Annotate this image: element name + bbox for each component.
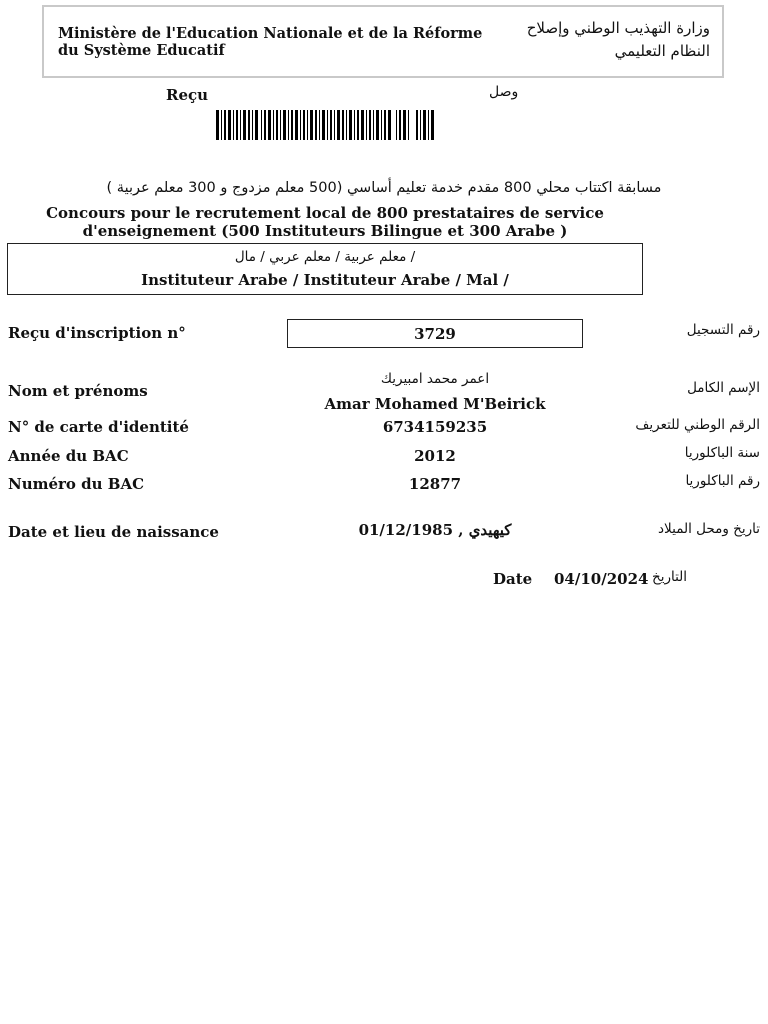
birth-label-ar: تاريخ ومحل الميلاد (658, 521, 760, 537)
receipt-label-ar: وصل (489, 84, 519, 100)
bac-year-label-ar: سنة الباكلوريا (684, 445, 760, 461)
ministry-header (42, 5, 724, 78)
registration-number: 3729 (287, 319, 583, 348)
name-label-ar: الإسم الكامل (687, 380, 760, 396)
bac-year-value: 2012 (414, 447, 456, 465)
contest-title-ar: مسابقة اكتتاب محلي 800 مقدم خدمة تعليم أساسي (500 معلم مزدوج و 300 معلم عربية ) (106, 180, 662, 196)
birth-value: 01/12/1985 , كيهيدي (358, 521, 512, 539)
bac-number-value: 12877 (408, 475, 462, 493)
date-label-fr: Date (493, 570, 533, 588)
date-value: 04/10/2024 (554, 570, 649, 588)
ministry-name-ar: وزارة التهذيب الوطني وإصلاح النظام التعليمي (526, 19, 710, 60)
name-label-fr: Nom et prénoms (8, 382, 148, 400)
ministry-name-fr: Ministère de l'Education Nationale et de la Réforme du Système Educatif (58, 25, 483, 59)
subject-box (7, 243, 643, 295)
id-card-label-ar: الرقم الوطني للتعريف (635, 417, 760, 433)
subject-ar: / معلم عربية / معلم عربي / مال (234, 249, 416, 265)
id-card-label-fr: N° de carte d'identité (8, 418, 189, 436)
contest-title-fr: Concours pour le recrutement local de 800 prestataires de service d'enseignement (500 Instituteurs Bilingue et 300 Arabe ) (46, 204, 604, 240)
barcode-icon (216, 110, 436, 140)
bac-year-label-fr: Année du BAC (8, 447, 129, 465)
bac-number-label-fr: Numéro du BAC (8, 475, 145, 493)
name-value-ar: اعمر محمد امبيريك (380, 371, 490, 387)
date-label-ar: التاريخ (652, 569, 688, 585)
registration-label-fr: Reçu d'inscription n° (8, 324, 186, 342)
registration-label-ar: رقم التسجيل (686, 322, 760, 338)
birth-label-fr: Date et lieu de naissance (8, 523, 219, 541)
subject-fr: Instituteur Arabe / Instituteur Arabe / Mal / (141, 271, 509, 289)
name-value-fr: Amar Mohamed M'Beirick (324, 395, 546, 413)
bac-number-label-ar: رقم الباكلوريا (685, 473, 760, 489)
id-card-value: 6734159235 (382, 418, 488, 436)
receipt-label-fr: Reçu (166, 86, 209, 104)
